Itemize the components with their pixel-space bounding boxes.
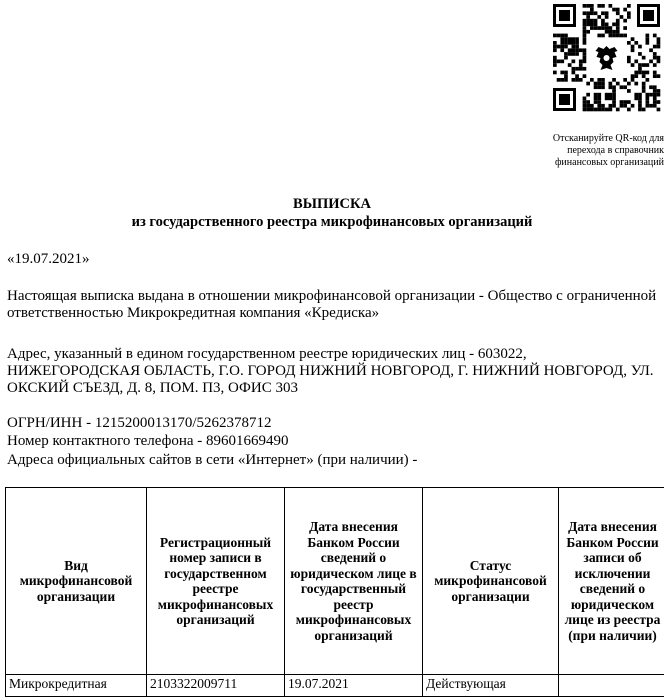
cell-status: Действующая	[423, 675, 559, 697]
qr-module	[638, 97, 642, 101]
qr-module	[653, 74, 657, 78]
qr-module	[638, 71, 642, 75]
qr-module	[564, 34, 568, 38]
qr-module	[657, 56, 661, 60]
cell-exclusion-date	[559, 675, 664, 697]
qr-module	[590, 8, 594, 12]
qr-module	[642, 108, 646, 112]
qr-module	[638, 100, 642, 104]
qr-module	[612, 23, 616, 27]
qr-module	[653, 93, 657, 97]
qr-module	[653, 97, 657, 101]
qr-module	[646, 71, 650, 75]
qr-module	[572, 78, 576, 82]
qr-module	[627, 82, 631, 86]
qr-module	[601, 11, 605, 15]
qr-module	[594, 23, 598, 27]
qr-module	[634, 74, 638, 78]
qr-module	[627, 15, 631, 19]
qr-module	[597, 26, 601, 30]
qr-module	[616, 108, 620, 112]
qr-module	[594, 93, 598, 97]
qr-module	[609, 30, 613, 34]
qr-module	[616, 30, 620, 34]
qr-module	[605, 15, 609, 19]
qr-module	[642, 71, 646, 75]
qr-module	[642, 63, 646, 67]
ogrn-inn-line: ОГРН/ИНН - 1215200013170/5262378712	[7, 415, 657, 432]
qr-module	[601, 19, 605, 23]
qr-module	[653, 56, 657, 60]
qr-module	[583, 52, 587, 56]
qr-module	[572, 37, 576, 41]
qr-module	[594, 85, 598, 89]
qr-module	[634, 71, 638, 75]
qr-module	[620, 104, 624, 108]
qr-module	[657, 60, 661, 64]
qr-module	[583, 56, 587, 60]
qr-module	[564, 45, 568, 49]
qr-module	[597, 85, 601, 89]
qr-module	[620, 100, 624, 104]
qr-module	[601, 85, 605, 89]
qr-module	[616, 19, 620, 23]
qr-module	[583, 34, 587, 38]
qr-module	[586, 15, 590, 19]
qr-module	[597, 78, 601, 82]
qr-module	[560, 41, 564, 45]
qr-module	[620, 15, 624, 19]
qr-module	[601, 34, 605, 38]
double-headed-eagle-icon	[588, 39, 625, 76]
qr-module	[631, 74, 635, 78]
qr-module	[653, 100, 657, 104]
qr-module	[583, 74, 587, 78]
qr-module	[609, 82, 613, 86]
qr-module	[572, 60, 576, 64]
qr-module	[616, 23, 620, 27]
qr-module	[612, 8, 616, 12]
qr-module	[560, 71, 564, 75]
qr-module	[586, 82, 590, 86]
qr-module	[638, 93, 642, 97]
qr-module	[653, 89, 657, 93]
qr-module	[623, 26, 627, 30]
document-title: ВЫПИСКА	[0, 196, 664, 213]
qr-module	[616, 11, 620, 15]
qr-module	[553, 60, 557, 64]
qr-module	[653, 63, 657, 67]
qr-module	[583, 97, 587, 101]
qr-module	[609, 4, 613, 8]
qr-module	[572, 45, 576, 49]
qr-module	[653, 71, 657, 75]
qr-module	[634, 60, 638, 64]
phone-line: Номер контактного телефона - 89601669490	[7, 433, 657, 450]
qr-module	[597, 97, 601, 101]
column-header-entry-date: Дата внесения Банком России сведений о юридическом лице в государственный реестр микрофинансовых организаций	[285, 488, 423, 675]
qr-module	[560, 78, 564, 82]
qr-module	[653, 45, 657, 49]
qr-module	[601, 26, 605, 30]
qr-module	[586, 30, 590, 34]
qr-module	[627, 108, 631, 112]
qr-module	[638, 108, 642, 112]
qr-module	[560, 34, 564, 38]
qr-module	[609, 26, 613, 30]
qr-module	[601, 108, 605, 112]
qr-module	[590, 4, 594, 8]
qr-module	[590, 23, 594, 27]
qr-module	[609, 108, 613, 112]
qr-module	[590, 78, 594, 82]
qr-module	[634, 93, 638, 97]
qr-module	[594, 100, 598, 104]
qr-module	[634, 97, 638, 101]
qr-module	[653, 85, 657, 89]
qr-module	[657, 41, 661, 45]
qr-module	[646, 78, 650, 82]
qr-module	[597, 82, 601, 86]
qr-module	[612, 34, 616, 38]
qr-module	[609, 34, 613, 38]
qr-module	[553, 56, 557, 60]
qr-module	[568, 48, 572, 52]
qr-module	[553, 34, 557, 38]
qr-module	[601, 82, 605, 86]
column-header-exclusion-date: Дата внесения Банком России записи об исключении сведений о юридическом лице из реестра (при наличии)	[559, 488, 664, 675]
qr-code[interactable]	[551, 2, 662, 113]
qr-module	[601, 78, 605, 82]
qr-module	[657, 108, 661, 112]
qr-module	[575, 45, 579, 49]
qr-module	[586, 93, 590, 97]
qr-module	[623, 34, 627, 38]
intro-paragraph: Настоящая выписка выдана в отношении микрофинансовой организации - Общество с ограниченной ответственностью Микрокредитная компания «Кредиска»	[7, 288, 657, 322]
qr-module	[631, 63, 635, 67]
qr-module	[631, 45, 635, 49]
qr-module	[638, 63, 642, 67]
qr-module	[583, 108, 587, 112]
qr-module	[653, 34, 657, 38]
qr-module	[612, 93, 616, 97]
document-date: «19.07.2021»	[7, 251, 657, 268]
qr-module	[616, 8, 620, 12]
qr-module	[568, 63, 572, 67]
qr-module	[657, 89, 661, 93]
qr-module	[583, 30, 587, 34]
qr-module	[568, 52, 572, 56]
qr-module	[609, 93, 613, 97]
cell-reg-number: 2103322009711	[147, 675, 285, 697]
qr-module	[583, 11, 587, 15]
qr-module	[601, 104, 605, 108]
qr-module	[557, 60, 561, 64]
qr-module	[620, 85, 624, 89]
qr-module	[623, 8, 627, 12]
qr-module	[616, 82, 620, 86]
qr-caption: Отсканируйте QR-код для перехода в справочник финансовых организаций	[516, 133, 664, 169]
qr-module	[586, 23, 590, 27]
column-header-status: Статус микрофинансовой организации	[423, 488, 559, 675]
qr-module	[590, 26, 594, 30]
qr-module	[594, 82, 598, 86]
qr-module	[572, 52, 576, 56]
qr-module	[583, 23, 587, 27]
qr-module	[597, 15, 601, 19]
qr-module	[553, 45, 557, 49]
qr-module	[627, 100, 631, 104]
qr-module	[657, 45, 661, 49]
qr-module	[616, 26, 620, 30]
qr-module	[609, 97, 613, 101]
qr-module	[564, 78, 568, 82]
column-header-type: Вид микрофинансовой организации	[6, 488, 147, 675]
qr-module	[631, 104, 635, 108]
qr-module	[657, 93, 661, 97]
qr-module	[623, 100, 627, 104]
qr-module	[579, 67, 583, 71]
qr-module	[623, 85, 627, 89]
qr-module	[597, 93, 601, 97]
qr-module	[553, 71, 557, 75]
qr-module	[564, 52, 568, 56]
qr-module	[557, 78, 561, 82]
qr-module	[579, 78, 583, 82]
qr-module	[572, 48, 576, 52]
qr-module	[586, 4, 590, 8]
qr-module	[575, 67, 579, 71]
qr-module	[586, 104, 590, 108]
qr-module	[646, 41, 650, 45]
qr-module	[575, 52, 579, 56]
qr-module	[612, 85, 616, 89]
qr-module	[605, 93, 609, 97]
qr-module	[627, 60, 631, 64]
qr-module	[583, 60, 587, 64]
qr-module	[627, 11, 631, 15]
qr-module	[572, 71, 576, 75]
qr-module	[620, 34, 624, 38]
qr-module	[594, 97, 598, 101]
qr-module	[609, 104, 613, 108]
qr-module	[642, 74, 646, 78]
qr-module	[642, 56, 646, 60]
qr-module	[601, 4, 605, 8]
qr-module	[564, 37, 568, 41]
qr-module	[564, 71, 568, 75]
qr-module	[642, 82, 646, 86]
qr-module	[575, 41, 579, 45]
qr-module	[575, 48, 579, 52]
qr-module	[583, 19, 587, 23]
qr-module	[590, 104, 594, 108]
qr-module	[634, 82, 638, 86]
qr-module	[579, 48, 583, 52]
qr-module	[568, 41, 572, 45]
qr-module	[564, 74, 568, 78]
qr-module	[564, 56, 568, 60]
qr-module	[575, 78, 579, 82]
qr-module	[631, 78, 635, 82]
column-header-reg-number: Регистрационный номер записи в государственном реестре микрофинансовых организаций	[147, 488, 285, 675]
qr-module	[638, 45, 642, 49]
qr-module	[583, 26, 587, 30]
qr-module	[646, 34, 650, 38]
qr-module	[649, 93, 653, 97]
qr-module	[560, 60, 564, 64]
qr-module	[575, 74, 579, 78]
qr-module	[646, 100, 650, 104]
qr-module	[586, 11, 590, 15]
qr-module	[601, 23, 605, 27]
qr-module	[653, 104, 657, 108]
qr-module	[638, 104, 642, 108]
qr-module	[586, 100, 590, 104]
qr-module	[627, 4, 631, 8]
qr-module	[572, 67, 576, 71]
qr-module	[590, 11, 594, 15]
address-paragraph: Адрес, указанный в едином государственном реестре юридических лиц - 603022, НИЖЕГОРОДСКАЯ ОБЛАСТЬ, Г.О. ГОРОД НИЖНИЙ НОВГОРОД, Г. НИЖНИЙ НОВГОРОД, УЛ. ОКСКИЙ СЪЕЗД, Д. 8, ПОМ. П3, ОФИС 303	[7, 346, 657, 397]
qr-module	[557, 45, 561, 49]
qr-module	[583, 67, 587, 71]
cell-entry-date: 19.07.2021	[285, 675, 423, 697]
document-subtitle: из государственного реестра микрофинансовых организаций	[0, 214, 664, 231]
qr-module	[586, 108, 590, 112]
qr-module	[594, 108, 598, 112]
qr-module	[553, 41, 557, 45]
qr-module	[612, 78, 616, 82]
qr-module	[605, 108, 609, 112]
qr-module	[646, 37, 650, 41]
qr-module	[605, 30, 609, 34]
qr-module	[579, 63, 583, 67]
qr-module	[594, 26, 598, 30]
qr-module	[605, 97, 609, 101]
qr-module	[597, 4, 601, 8]
qr-module	[557, 34, 561, 38]
qr-module	[612, 97, 616, 101]
qr-module	[568, 37, 572, 41]
qr-module	[583, 37, 587, 41]
qr-module	[572, 41, 576, 45]
qr-module	[653, 52, 657, 56]
qr-module	[642, 89, 646, 93]
qr-module	[605, 23, 609, 27]
qr-module	[646, 63, 650, 67]
qr-module	[583, 104, 587, 108]
qr-module	[594, 11, 598, 15]
qr-module	[597, 104, 601, 108]
table-row	[6, 675, 664, 697]
qr-module	[646, 97, 650, 101]
qr-module	[646, 104, 650, 108]
qr-module	[627, 56, 631, 60]
qr-module	[638, 52, 642, 56]
qr-module	[560, 48, 564, 52]
qr-module	[564, 41, 568, 45]
qr-module	[638, 67, 642, 71]
qr-module	[590, 108, 594, 112]
qr-module	[560, 37, 564, 41]
qr-module	[623, 19, 627, 23]
qr-module	[612, 30, 616, 34]
cell-type: Микрокредитная	[6, 675, 147, 697]
qr-module	[612, 100, 616, 104]
qr-module	[649, 85, 653, 89]
qr-module	[627, 41, 631, 45]
qr-module	[649, 60, 653, 64]
qr-module	[657, 74, 661, 78]
qr-module	[605, 26, 609, 30]
qr-module	[594, 19, 598, 23]
registry-table	[5, 487, 664, 697]
qr-module	[616, 34, 620, 38]
qr-module	[575, 37, 579, 41]
qr-module	[583, 100, 587, 104]
qr-module	[553, 63, 557, 67]
qr-module	[634, 41, 638, 45]
qr-module	[586, 19, 590, 23]
qr-module	[612, 104, 616, 108]
qr-module	[597, 34, 601, 38]
qr-module	[642, 85, 646, 89]
qr-module	[623, 104, 627, 108]
qr-module	[612, 89, 616, 93]
qr-module	[560, 45, 564, 49]
qr-module	[605, 11, 609, 15]
qr-module	[609, 85, 613, 89]
qr-module	[590, 19, 594, 23]
qr-module	[579, 60, 583, 64]
qr-module	[657, 37, 661, 41]
qr-module	[597, 108, 601, 112]
qr-module	[583, 48, 587, 52]
qr-module	[649, 104, 653, 108]
qr-module	[583, 41, 587, 45]
qr-module	[553, 48, 557, 52]
qr-module	[649, 48, 653, 52]
qr-module	[597, 100, 601, 104]
qr-module	[657, 100, 661, 104]
websites-line: Адреса официальных сайтов в сети «Интернет» (при наличии) -	[7, 452, 657, 469]
qr-module	[631, 37, 635, 41]
table-header-row	[6, 488, 664, 675]
qr-module	[627, 89, 631, 93]
qr-module	[623, 78, 627, 82]
qr-module	[583, 4, 587, 8]
qr-module	[646, 93, 650, 97]
qr-module	[631, 48, 635, 52]
